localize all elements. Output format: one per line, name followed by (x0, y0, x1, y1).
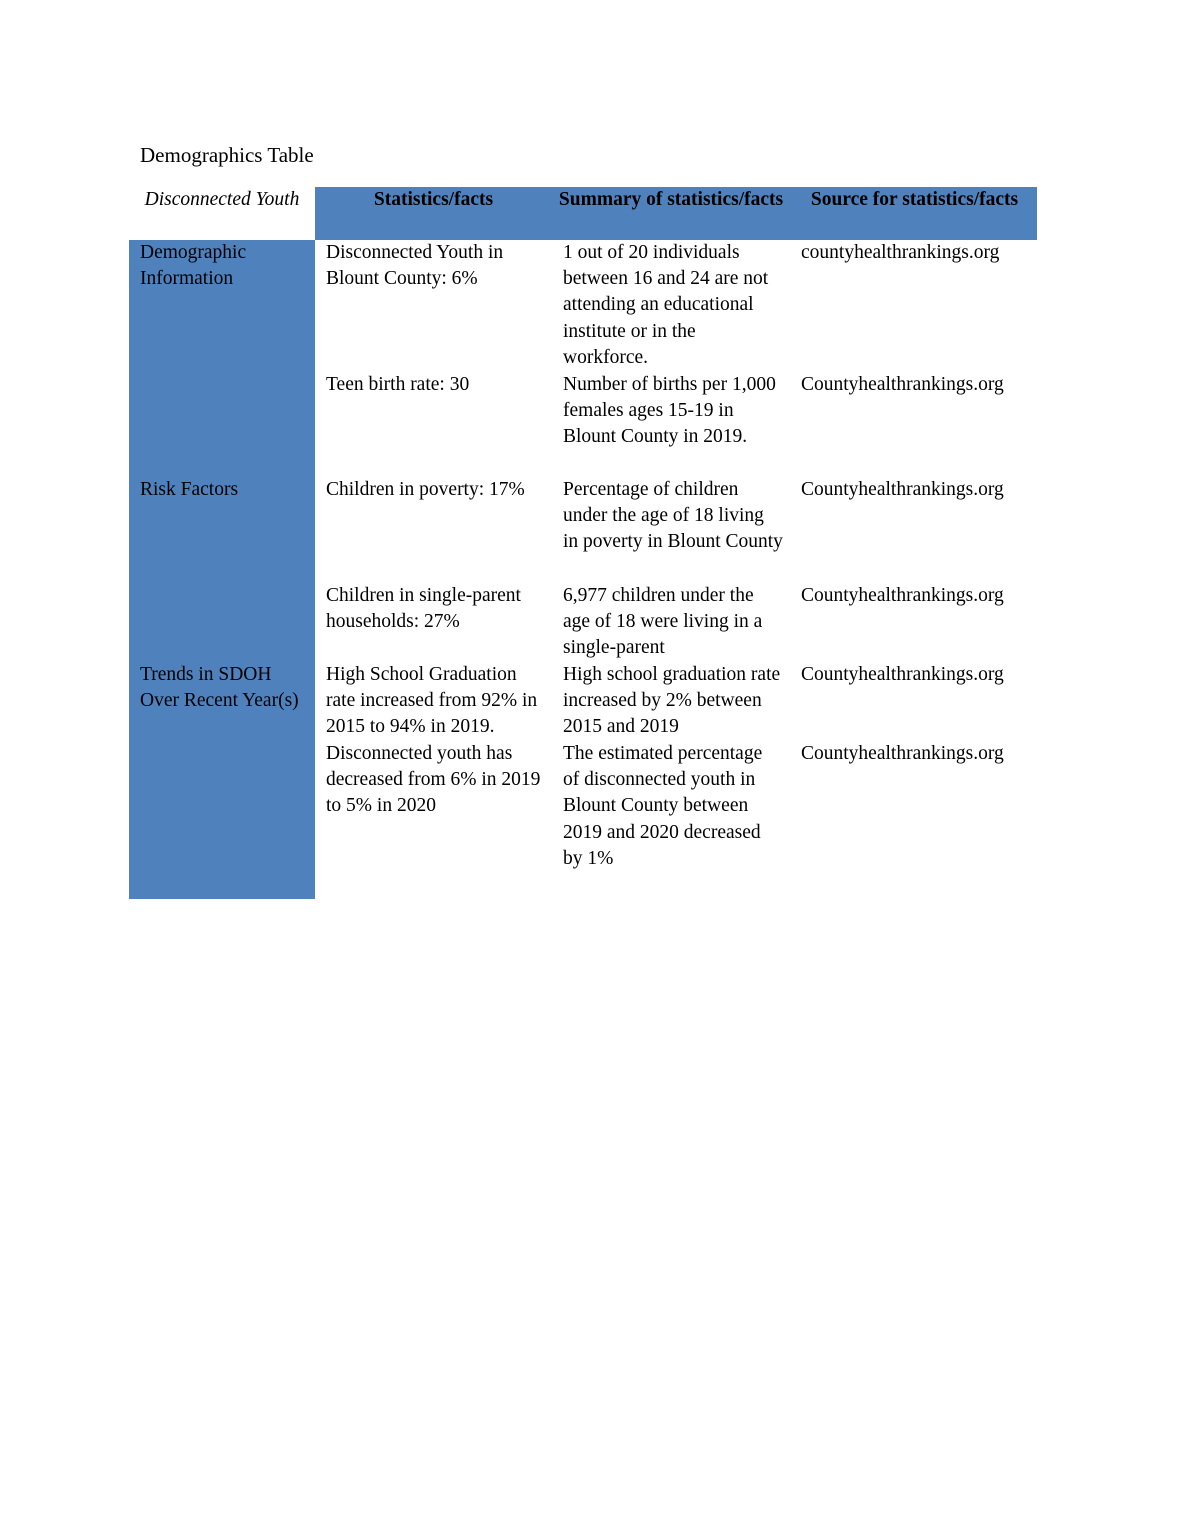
source-cell: Countyhealthrankings.org (801, 479, 1004, 500)
statistic-cell: Children in single-parent households: 27% (326, 585, 521, 633)
row-category: Trends in SDOH Over Recent Year(s) (129, 662, 315, 741)
corner-label: Disconnected Youth (144, 189, 300, 210)
table-row (129, 372, 1037, 477)
demographics-table (129, 187, 1037, 899)
statistic-cell: High School Graduation rate increased from 92% in 2015 to 94% in 2019. (326, 664, 538, 738)
column-header-summary: Summary of statistics/facts (552, 187, 790, 240)
table-row (129, 662, 1037, 741)
row-category: Demographic Information (129, 240, 315, 372)
source-cell: Countyhealthrankings.org (801, 743, 1004, 764)
table-row (129, 741, 1037, 899)
source-cell: Countyhealthrankings.org (801, 664, 1004, 685)
document-title: Demographics Table (140, 143, 314, 167)
statistic-cell: Children in poverty: 17% (326, 479, 525, 500)
column-header-statistics: Statistics/facts (315, 187, 552, 240)
statistic-cell: Disconnected Youth in Blount County: 6% (326, 242, 504, 290)
row-category (129, 741, 315, 899)
summary-cell: High school graduation rate increased by 2% between 2015 and 2019 (563, 664, 781, 738)
row-category: Risk Factors (129, 477, 315, 583)
table-row (129, 477, 1037, 583)
row-category (129, 583, 315, 662)
statistic-cell: Disconnected youth has decreased from 6% in 2019 to 5% in 2020 (326, 743, 541, 817)
table-row (129, 583, 1037, 662)
summary-cell: 6,977 children under the age of 18 were living in a single-parent (563, 585, 763, 659)
column-header-source: Source for statistics/facts (790, 187, 1037, 240)
summary-cell: Percentage of children under the age of 18 living in poverty in Blount County (563, 479, 783, 553)
statistic-cell: Teen birth rate: 30 (326, 374, 470, 395)
summary-cell: 1 out of 20 individuals between 16 and 24 are not attending an educational institute or in the workforce. (563, 242, 769, 368)
source-cell: countyhealthrankings.org (801, 242, 1000, 263)
table-header-row (129, 187, 1037, 240)
table-row (129, 240, 1037, 372)
summary-cell: The estimated percentage of disconnected youth in Blount County between 2019 and 2020 decreased by 1% (563, 743, 763, 869)
summary-cell: Number of births per 1,000 females ages 15-19 in Blount County in 2019. (563, 374, 776, 448)
source-cell: Countyhealthrankings.org (801, 585, 1004, 606)
source-cell: Countyhealthrankings.org (801, 374, 1004, 395)
row-category (129, 372, 315, 477)
